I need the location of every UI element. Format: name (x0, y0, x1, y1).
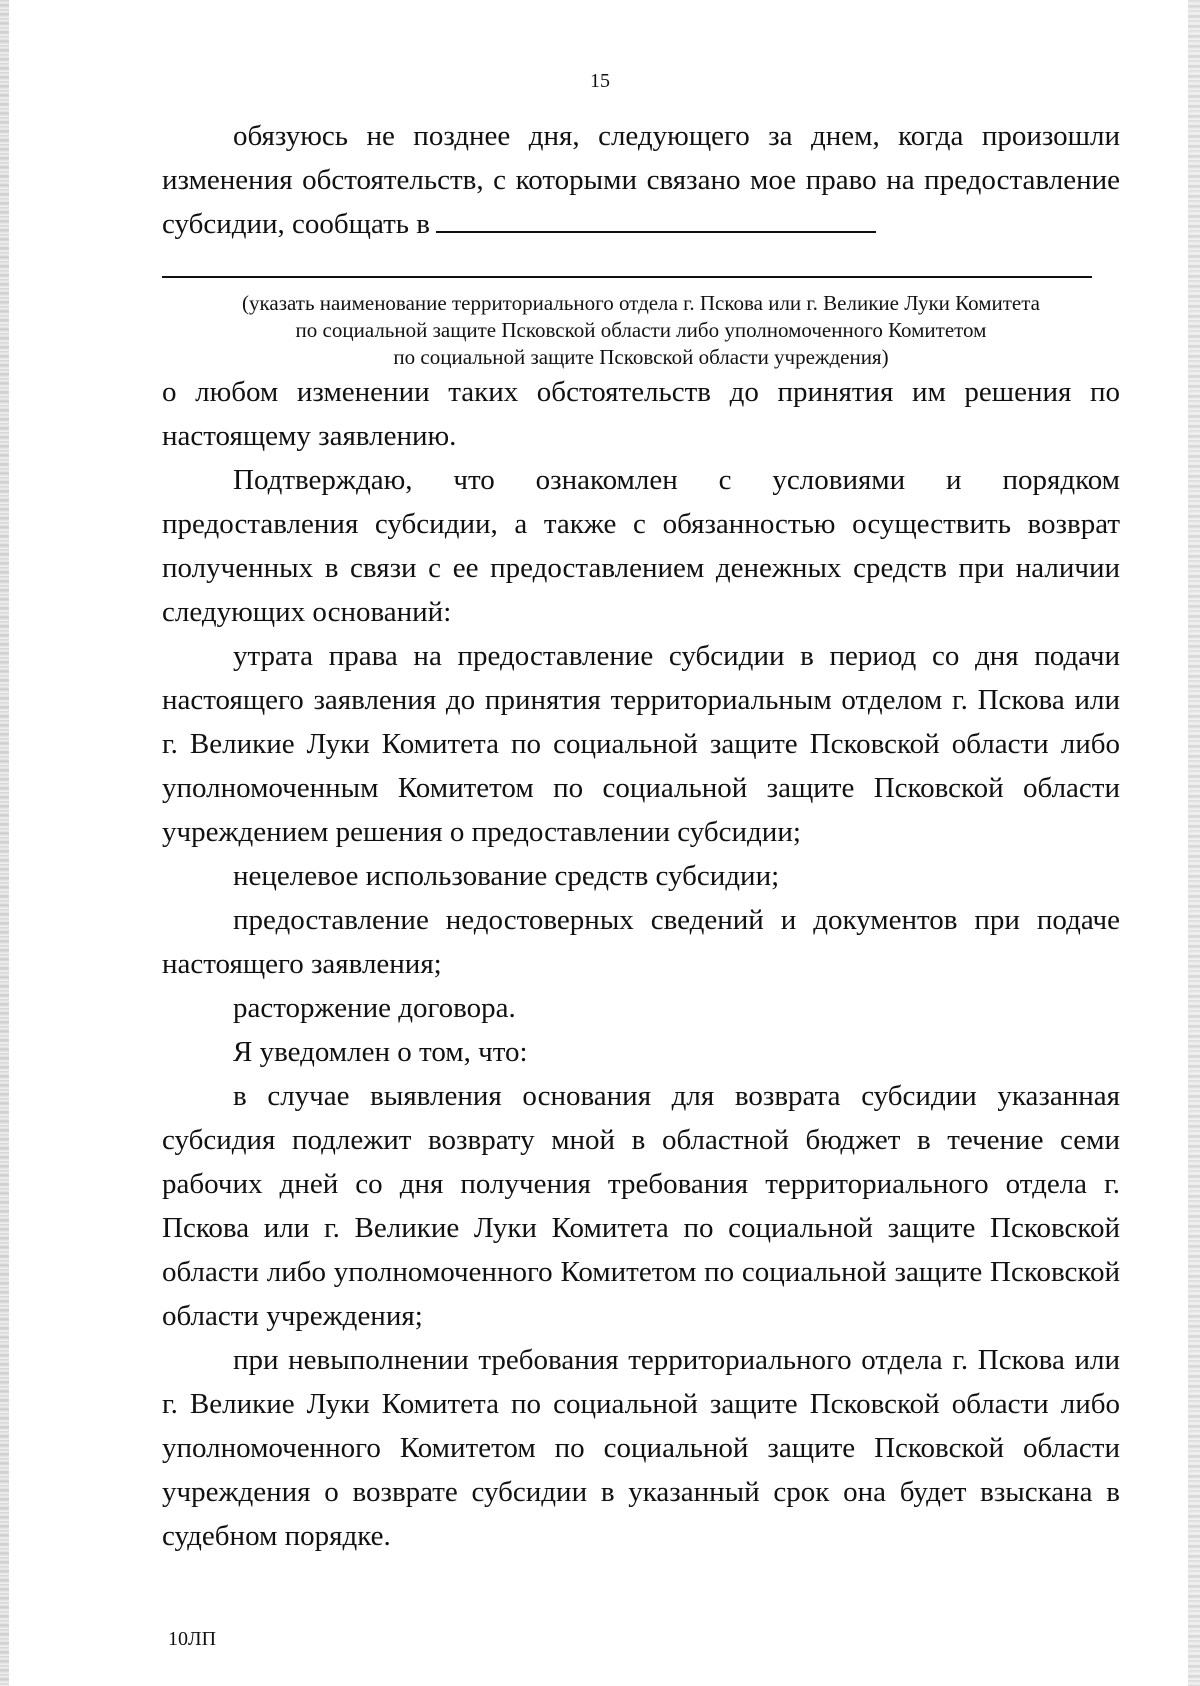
scan-edge-right (1188, 0, 1200, 1686)
note-line: по социальной защите Псковской области учреждения) (393, 345, 889, 369)
footer-code: 10ЛП (168, 1628, 217, 1650)
opening-paragraph (162, 114, 1120, 246)
paragraph: предоставление недостоверных сведений и документов при подаче настоящего заявления; (162, 904, 1120, 980)
paragraph: утрата права на предоставление субсидии в период со дня подачи настоящего заявления до принятия территориальным отделом г. Пскова или г. Великие Луки Комитета по социальной защите Псковской области либо уполномоченным Комитетом по социальной защите Псковской области учреждением решения о предоставлении субсидии; (162, 640, 1120, 848)
paragraph: нецелевое использование средств субсидии; (233, 860, 780, 892)
instruction-note (162, 290, 1120, 371)
paragraph: расторжение договора. (233, 992, 516, 1024)
main-text (162, 370, 1120, 1558)
opening-block (162, 114, 1120, 246)
paragraph: при невыполнении требования территориального отдела г. Пскова или г. Великие Луки Комитета по социальной защите Псковской области либо уполномоченного Комитетом по социальной защите Псковской области учреждения о возврате субсидии в указанный срок она будет взыскана в судебном порядке. (162, 1344, 1120, 1552)
scan-edge-left (0, 0, 9, 1686)
paragraph: Я уведомлен о том, что: (233, 1036, 528, 1068)
page-number: 15 (590, 70, 610, 92)
paragraph: Подтверждаю, что ознакомлен с условиями и порядком предоставления субсидии, а также с обязанностью осуществить возврат полученных в связи с ее предоставлением денежных средств при наличии следующих оснований: (162, 464, 1120, 628)
paragraph: в случае выявления основания для возврата субсидии указанная субсидия подлежит возврату мной в областной бюджет в течение семи рабочих дней со дня получения требования территориального отдела г. Пскова или г. Великие Луки Комитета по социальной защите Псковской области либо уполномоченного Комитетом по социальной защите Псковской области учреждения; (162, 1080, 1120, 1332)
note-line: по социальной защите Псковской области либо уполномоченного Комитетом (295, 318, 987, 342)
paragraph: о любом изменении таких обстоятельств до принятия им решения по настоящему заявлению. (162, 376, 1120, 452)
blank-full-line (162, 276, 1092, 278)
blank-fill-line (436, 205, 876, 233)
note-line: (указать наименование территориального отдела г. Пскова или г. Великие Луки Комитета (242, 291, 1040, 315)
opening-paragraph-text: обязуюсь не позднее дня, следующего за днем, когда произошли изменения обстоятельств, с которыми связано мое право на предоставление субсидии, сообщать в (162, 120, 1120, 240)
